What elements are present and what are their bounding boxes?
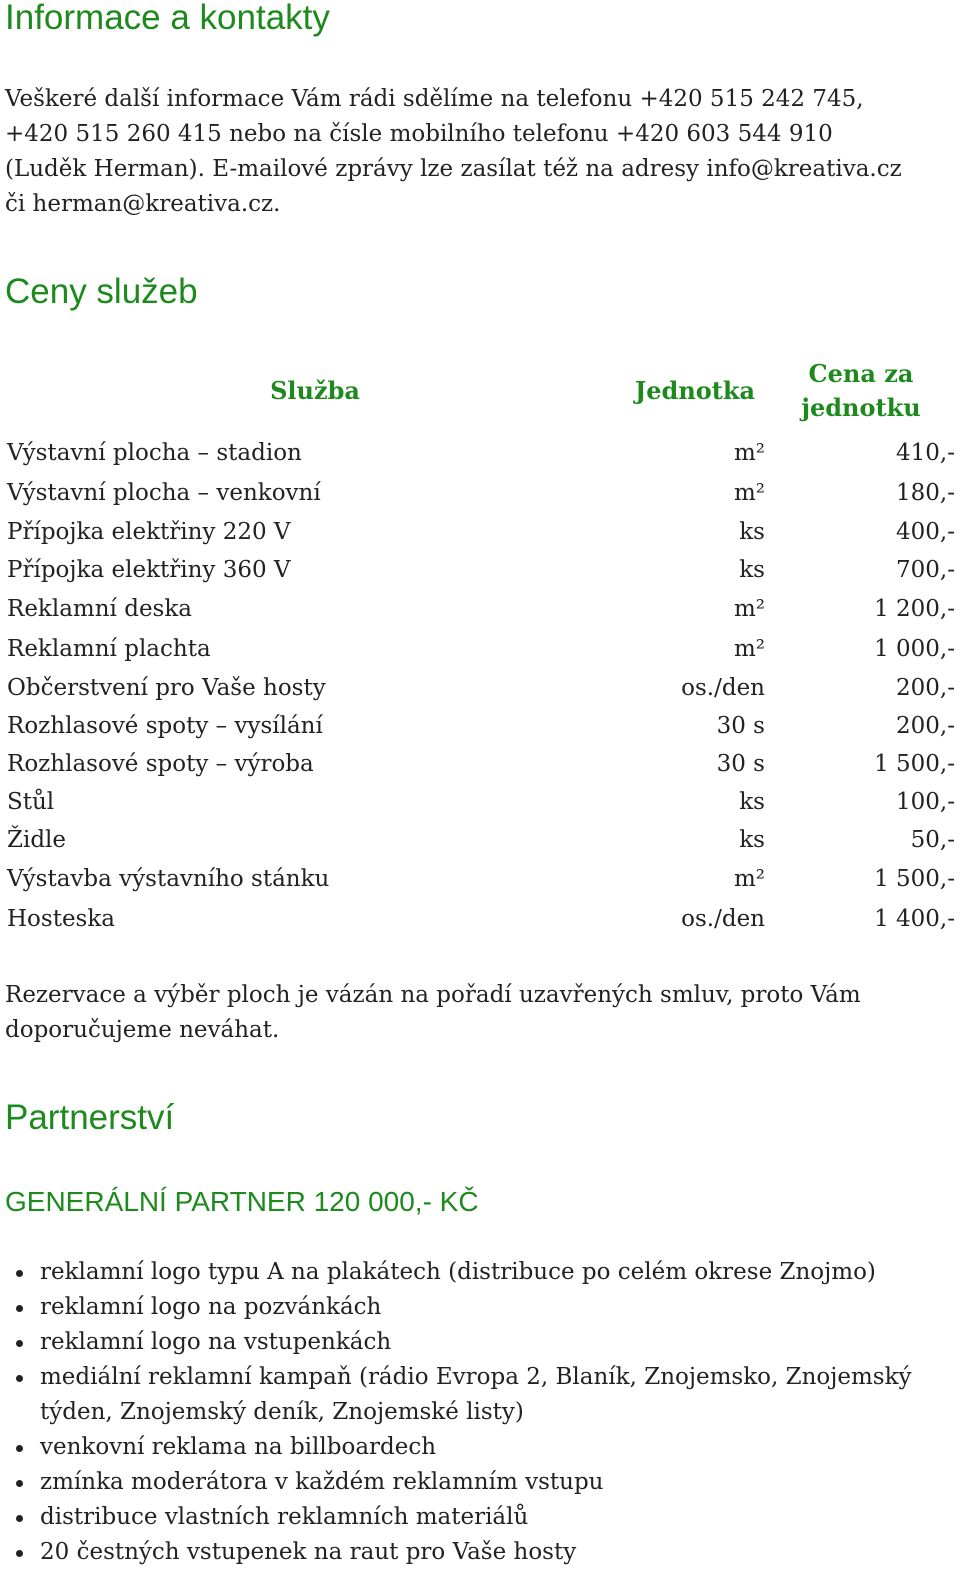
row-price: 1 000,- <box>874 636 955 662</box>
table-row <box>5 821 957 859</box>
list-item <box>40 1255 955 1290</box>
table-row <box>5 473 957 513</box>
row-unit: m² <box>733 480 765 506</box>
table-row <box>5 513 957 551</box>
list-item <box>40 1465 955 1500</box>
row-price: 180,- <box>896 480 955 506</box>
bullet-icon <box>16 1340 23 1347</box>
table-row <box>5 629 957 669</box>
table-row <box>5 669 957 707</box>
row-service: Stůl <box>7 789 55 815</box>
benefit-text: mediální reklamní kampaň (rádio Evropa 2, Blaník, Znojemsko, Znojemský týden, Znojemský deník, Znojemské listy) <box>40 1364 912 1425</box>
bullet-icon <box>16 1550 23 1557</box>
row-price: 700,- <box>896 557 955 583</box>
contacts-heading: Informace a kontakty <box>5 0 330 37</box>
benefit-text: zmínka moderátora v každém reklamním vstupu <box>40 1469 604 1495</box>
row-service: Občerstvení pro Vaše hosty <box>7 675 326 701</box>
table-row <box>5 707 957 745</box>
benefit-text: reklamní logo na vstupenkách <box>40 1329 392 1355</box>
general-partner-heading: GENERÁLNÍ PARTNER 120 000,- KČ <box>5 1186 479 1217</box>
row-price: 50,- <box>910 827 955 853</box>
prices-table-body <box>5 433 957 939</box>
row-unit: os./den <box>681 906 765 932</box>
benefit-text: reklamní logo typu A na plakátech (distribuce po celém okrese Znojmo) <box>40 1259 876 1285</box>
row-service: Židle <box>7 827 67 853</box>
table-row <box>5 433 957 473</box>
row-service: Výstavní plocha – stadion <box>7 440 302 466</box>
row-unit: m² <box>733 596 765 622</box>
row-price: 1 500,- <box>874 751 955 777</box>
list-item <box>40 1500 955 1535</box>
row-price: 200,- <box>896 713 955 739</box>
row-price: 100,- <box>896 789 955 815</box>
list-item <box>40 1360 955 1430</box>
row-service: Přípojka elektřiny 360 V <box>7 557 291 583</box>
contacts-paragraph: Veškeré další informace Vám rádi sdělíme na telefonu +420 515 242 745, +420 515 260 415 nebo na čísle mobilního telefonu +420 603 544 910 (Luděk Herman). E-mailové zprávy lze zasílat též na adresy info@kreativa.cz či herman@kreativa.cz. <box>5 86 902 217</box>
row-unit: ks <box>739 519 765 545</box>
row-price: 1 500,- <box>874 866 955 892</box>
reservation-note: Rezervace a výběr ploch je vázán na pořadí uzavřených smluv, proto Vám doporučujeme neváhat. <box>5 982 861 1043</box>
bullet-icon <box>16 1515 23 1522</box>
row-price: 400,- <box>896 519 955 545</box>
table-row <box>5 899 957 939</box>
list-item <box>40 1535 955 1570</box>
prices-table <box>5 355 957 939</box>
row-unit: m² <box>733 440 765 466</box>
row-service: Reklamní deska <box>7 596 193 622</box>
general-partner-benefits-list <box>5 1255 955 1570</box>
table-row <box>5 783 957 821</box>
row-unit: 30 s <box>716 713 765 739</box>
list-item <box>40 1290 955 1325</box>
row-price: 200,- <box>896 675 955 701</box>
row-unit: ks <box>739 789 765 815</box>
row-unit: 30 s <box>716 751 765 777</box>
benefit-text: venkovní reklama na billboardech <box>40 1434 437 1460</box>
bullet-icon <box>16 1305 23 1312</box>
bullet-icon <box>16 1480 23 1487</box>
row-unit: os./den <box>681 675 765 701</box>
row-price: 410,- <box>896 440 955 466</box>
partnership-heading: Partnerství <box>5 1098 175 1137</box>
row-unit: m² <box>733 866 765 892</box>
list-item <box>40 1430 955 1465</box>
prices-table-header-row <box>5 355 957 433</box>
header-service: Služba <box>270 376 360 405</box>
row-service: Přípojka elektřiny 220 V <box>7 519 291 545</box>
row-unit: m² <box>733 636 765 662</box>
table-row <box>5 551 957 589</box>
row-service: Reklamní plachta <box>7 636 211 662</box>
prices-heading: Ceny služeb <box>5 272 198 311</box>
list-item <box>40 1325 955 1360</box>
row-price: 1 400,- <box>874 906 955 932</box>
row-unit: ks <box>739 557 765 583</box>
header-unit: Jednotka <box>634 376 756 405</box>
row-price: 1 200,- <box>874 596 955 622</box>
bullet-icon <box>16 1270 23 1277</box>
row-service: Rozhlasové spoty – vysílání <box>7 713 323 739</box>
benefit-text: 20 čestných vstupenek na raut pro Vaše hosty <box>40 1539 577 1565</box>
row-service: Výstavba výstavního stánku <box>7 866 330 892</box>
header-price: Cena za jednotku <box>801 359 921 422</box>
row-unit: ks <box>739 827 765 853</box>
bullet-icon <box>16 1445 23 1452</box>
benefit-text: distribuce vlastních reklamních materiálů <box>40 1504 529 1530</box>
table-row <box>5 589 957 629</box>
bullet-icon <box>16 1375 23 1382</box>
table-row <box>5 859 957 899</box>
row-service: Hosteska <box>7 906 116 932</box>
benefit-text: reklamní logo na pozvánkách <box>40 1294 382 1320</box>
table-row <box>5 745 957 783</box>
row-service: Výstavní plocha – venkovní <box>7 480 321 506</box>
row-service: Rozhlasové spoty – výroba <box>7 751 314 777</box>
